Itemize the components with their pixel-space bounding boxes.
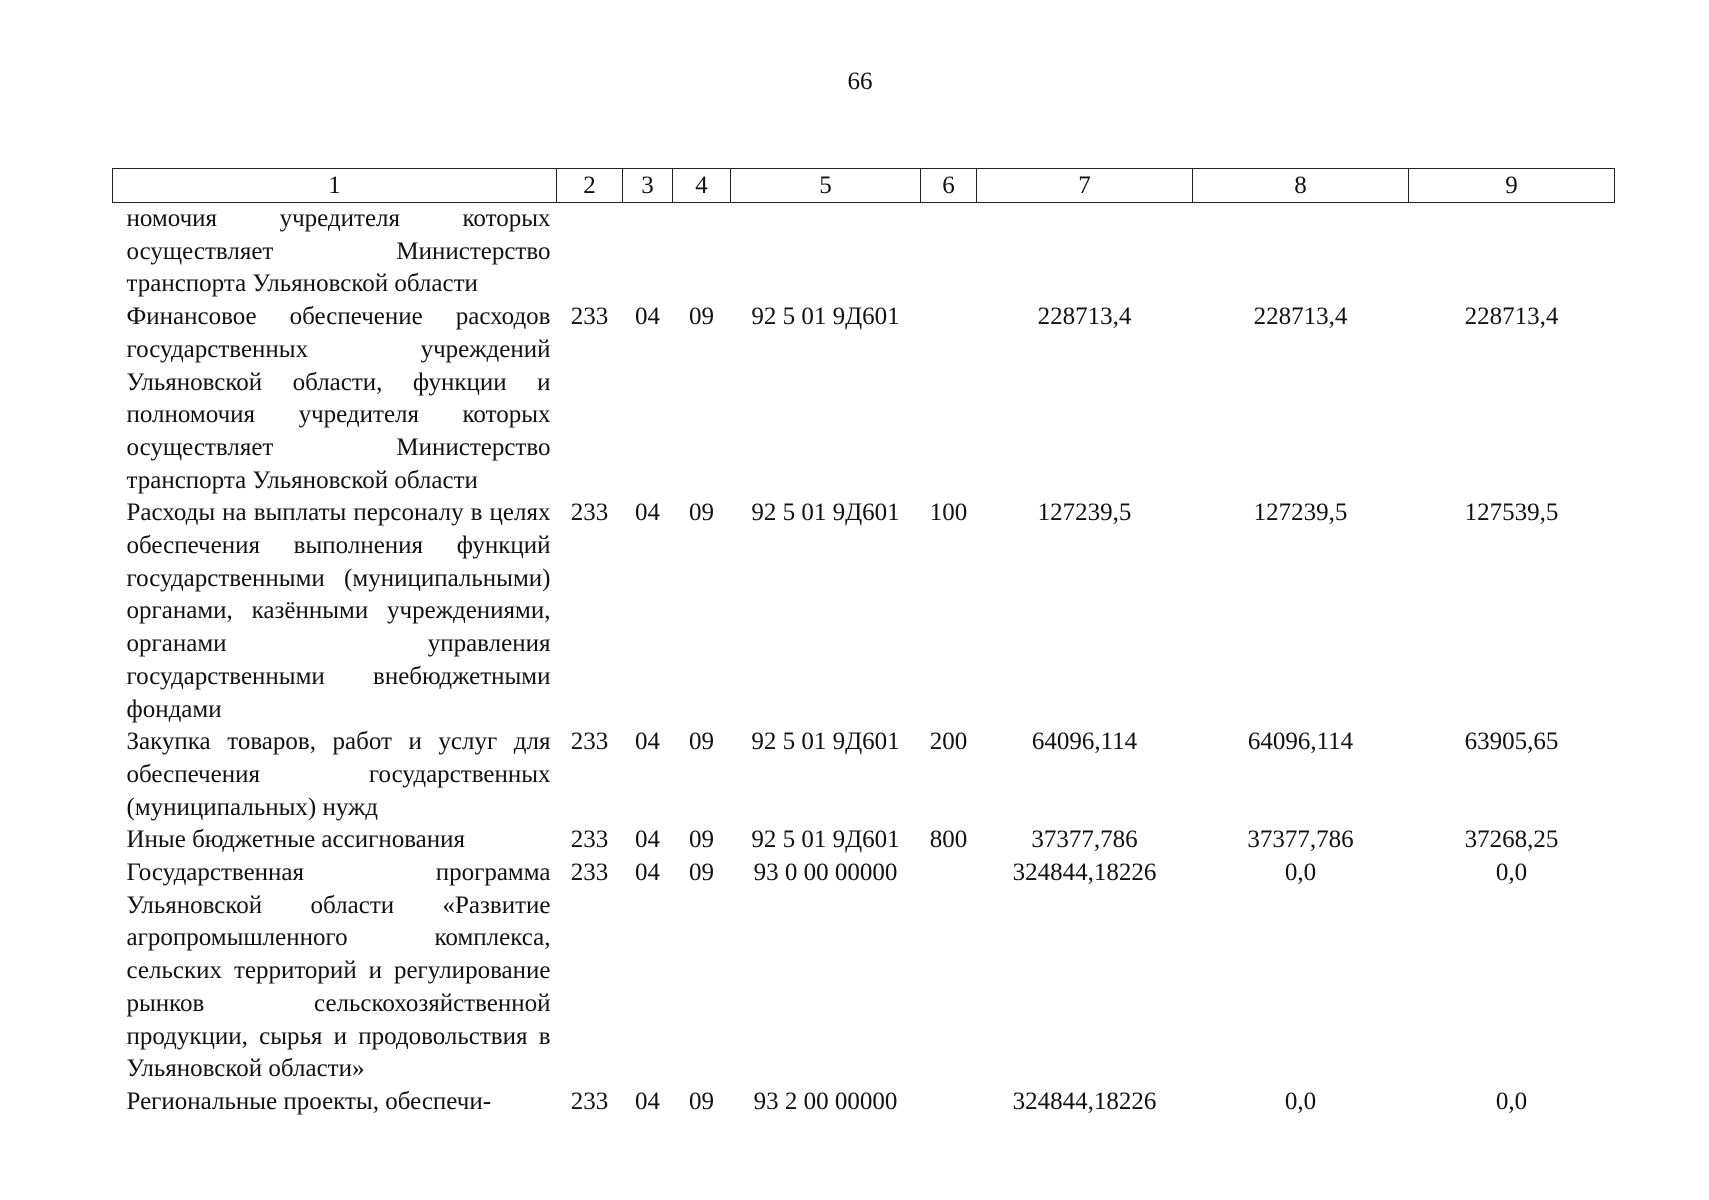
row-csr: 93 2 00 00000 — [753, 1087, 898, 1115]
row-csr: 92 5 01 9Д601 — [751, 499, 900, 527]
row-sum3: 228713,4 — [1464, 303, 1559, 331]
column-header: 9 — [1409, 169, 1615, 203]
column-header: 6 — [921, 169, 977, 203]
column-header: 5 — [731, 169, 921, 203]
row-vr: 200 — [929, 728, 968, 756]
row-rz: 04 — [635, 728, 660, 756]
row-sum2: 228713,4 — [1253, 303, 1348, 331]
row-csr: 92 5 01 9Д601 — [751, 826, 900, 854]
table-row — [113, 203, 1615, 302]
table-row — [113, 824, 1615, 857]
row-pr: 09 — [689, 1087, 714, 1115]
row-csr — [731, 203, 921, 302]
table-header-row — [113, 169, 1615, 203]
row-vr — [921, 203, 977, 302]
table-row — [113, 497, 1615, 726]
row-gr: 233 — [570, 826, 609, 854]
row-name: Расходы на выплаты персоналу в целях обеспечения выполнения функций государственными (муниципальными) органами, казёнными учреждениями, органами управления государственными внебюджетными фондами — [126, 499, 551, 723]
row-rz: 04 — [635, 1087, 660, 1115]
column-header: 7 — [977, 169, 1193, 203]
row-gr — [557, 203, 623, 302]
page-number: 66 — [847, 68, 873, 95]
row-name: номочия учредителя которых осуществляет Министерство транспорта Ульяновской области — [126, 205, 551, 298]
row-sum1: 37377,786 — [1031, 826, 1138, 854]
table-row — [113, 1086, 1615, 1119]
column-header: 4 — [673, 169, 731, 203]
row-sum2: 64096,114 — [1247, 728, 1354, 756]
row-sum1: 64096,114 — [1031, 728, 1138, 756]
row-pr: 09 — [689, 303, 714, 331]
row-name: Закупка товаров, работ и услуг для обеспечения государственных (муниципальных) нужд — [126, 728, 551, 821]
row-rz: 04 — [635, 826, 660, 854]
row-vr: 800 — [929, 826, 968, 854]
row-pr: 09 — [689, 859, 714, 887]
row-name: Финансовое обеспечение расходов государственных учреждений Ульяновской области, функции и полномочия учредителя которых осуществляет Министерство транспорта Ульяновской области — [126, 303, 551, 494]
row-gr: 233 — [570, 859, 609, 887]
row-sum1: 228713,4 — [1037, 303, 1132, 331]
row-pr: 09 — [689, 499, 714, 527]
row-vr — [921, 1086, 977, 1119]
row-name: Региональные проекты, обеспечи- — [126, 1087, 492, 1115]
row-name: Иные бюджетные ассигнования — [126, 826, 466, 854]
row-sum1: 324844,18226 — [1012, 1087, 1157, 1115]
column-header: 2 — [557, 169, 623, 203]
table-row — [113, 857, 1615, 1086]
row-csr: 92 5 01 9Д601 — [751, 303, 900, 331]
row-sum2: 0,0 — [1284, 859, 1317, 887]
column-header: 3 — [623, 169, 673, 203]
row-gr: 233 — [570, 499, 609, 527]
row-sum1: 324844,18226 — [1012, 859, 1157, 887]
row-sum3: 127539,5 — [1464, 499, 1559, 527]
row-rz: 04 — [635, 303, 660, 331]
table-row — [113, 301, 1615, 497]
row-gr: 233 — [570, 1087, 609, 1115]
row-vr — [921, 857, 977, 1086]
row-vr: 100 — [929, 499, 968, 527]
row-sum2 — [1193, 203, 1409, 302]
column-header: 1 — [113, 169, 557, 203]
row-rz: 04 — [635, 499, 660, 527]
row-vr — [921, 301, 977, 497]
row-rz: 04 — [635, 859, 660, 887]
row-pr — [673, 203, 731, 302]
row-sum3: 63905,65 — [1464, 728, 1559, 756]
row-sum2: 127239,5 — [1253, 499, 1348, 527]
table-row — [113, 726, 1615, 824]
row-csr: 92 5 01 9Д601 — [751, 728, 900, 756]
row-gr: 233 — [570, 728, 609, 756]
row-csr: 93 0 00 00000 — [753, 859, 898, 887]
row-pr: 09 — [689, 826, 714, 854]
row-rz — [623, 203, 673, 302]
row-gr: 233 — [570, 303, 609, 331]
row-sum3 — [1409, 203, 1615, 302]
row-sum3: 0,0 — [1495, 859, 1528, 887]
row-sum1 — [977, 203, 1193, 302]
row-name: Государственная программа Ульяновской области «Развитие агропромышленного комплекса, сельских территорий и регулирование рынков сельскохозяйственной продукции, сырья и продовольствия в Ульяновской области» — [126, 859, 551, 1083]
row-sum3: 37268,25 — [1464, 826, 1559, 854]
budget-table — [112, 168, 1615, 1119]
row-pr: 09 — [689, 728, 714, 756]
row-sum1: 127239,5 — [1037, 499, 1132, 527]
row-sum2: 0,0 — [1284, 1087, 1317, 1115]
row-sum2: 37377,786 — [1247, 826, 1354, 854]
row-sum3: 0,0 — [1495, 1087, 1528, 1115]
column-header: 8 — [1193, 169, 1409, 203]
